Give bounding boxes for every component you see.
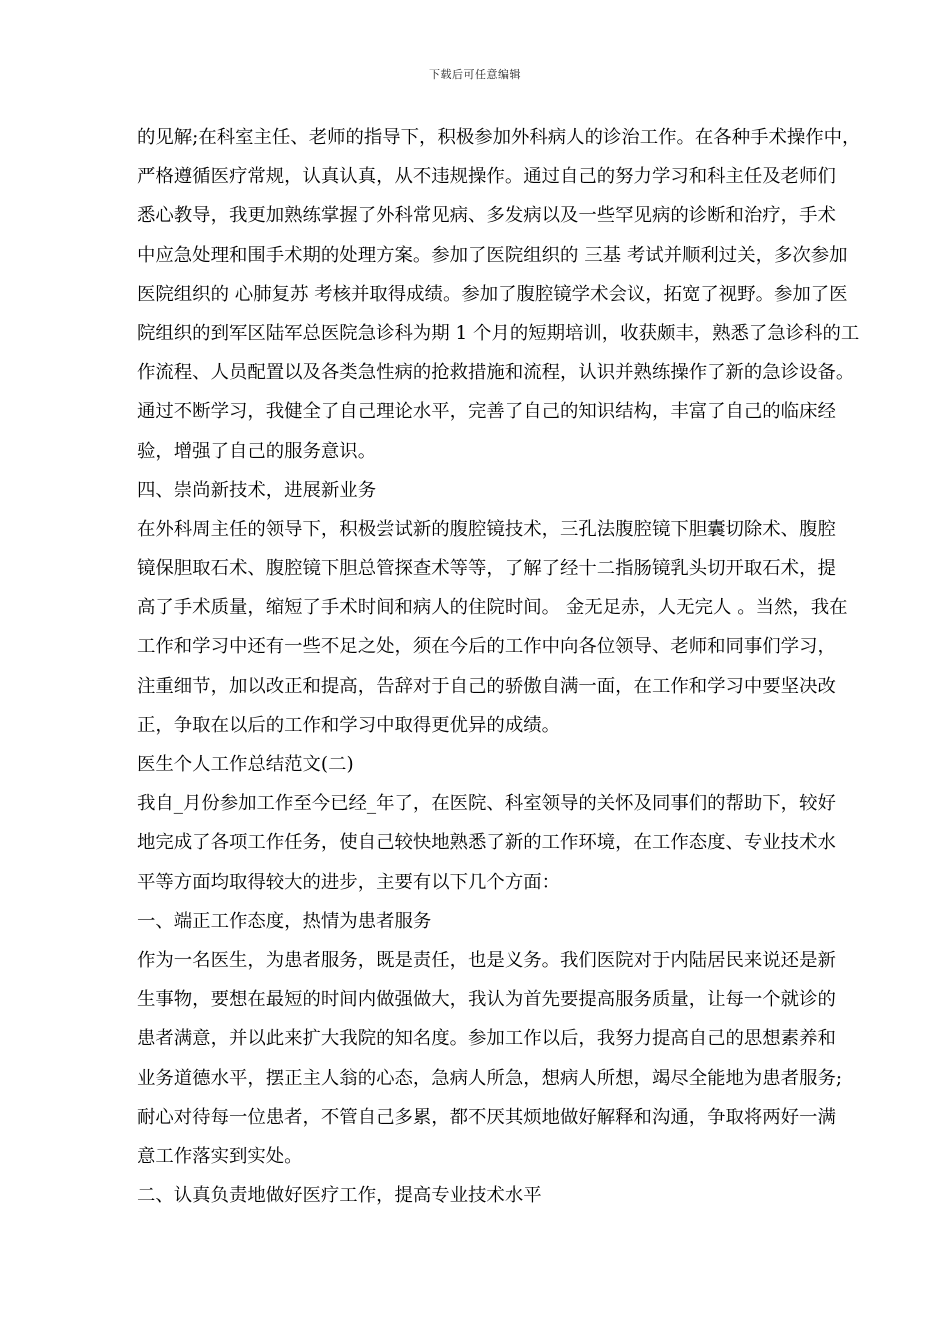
text-line: 医院组织的 心肺复苏 考核并取得成绩。参加了腹腔镜学术会议，拓宽了视野。参加了医 <box>137 283 848 305</box>
text-line: 作流程、人员配置以及各类急性病的抢救措施和流程，认识并熟练操作了新的急诊设备。 <box>137 362 855 384</box>
text-line: 作为一名医生，为患者服务，既是责任，也是义务。我们医院对于内陆居民来说还是新 <box>137 949 836 971</box>
document-subtitle: 医生个人工作总结范文(二) <box>137 754 354 775</box>
section-heading-4: 四、崇尚新技术，进展新业务 <box>137 479 377 501</box>
text-line: 患者满意，并以此来扩大我院的知名度。参加工作以后，我努力提高自己的思想素养和 <box>137 1028 836 1050</box>
text-line: 业务道德水平，摆正主人翁的心态，急病人所急，想病人所想，竭尽全能地为患者服务; <box>137 1067 843 1089</box>
text-line: 镜保胆取石术、腹腔镜下胆总管探查术等等，了解了经十二指肠镜乳头切开取石术，提 <box>137 558 836 580</box>
text-line: 高了手术质量，缩短了手术时间和病人的住院时间。 金无足赤，人无完人 。当然，我在 <box>137 597 848 619</box>
text-line: 平等方面均取得较大的进步，主要有以下几个方面： <box>137 871 560 893</box>
text-line: 地完成了各项工作任务，使自己较快地熟悉了新的工作环境，在工作态度、专业技术水 <box>137 832 836 854</box>
text-line: 耐心对待每一位患者，不管自己多累，都不厌其烦地做好解释和沟通，争取将两好一满 <box>137 1106 836 1128</box>
text-line: 注重细节，加以改正和提高，告辞对于自己的骄傲自满一面，在工作和学习中要坚决改 <box>137 675 836 697</box>
section-heading-2: 二、认真负责地做好医疗工作，提高专业技术水平 <box>137 1185 542 1207</box>
text-line: 的见解;在科室主任、老师的指导下，积极参加外科病人的诊治工作。在各种手术操作中， <box>137 127 861 148</box>
text-line: 验，增强了自己的服务意识。 <box>137 440 377 462</box>
body-text <box>137 118 887 1215</box>
text-line: 院组织的到军区陆军总医院急诊科为期 1 个月的短期培训，收获颇丰，熟悉了急诊科的工 <box>137 322 860 344</box>
text-line: 严格遵循医疗常规，认真认真，从不违规操作。通过自己的努力学习和科主任及老师们 <box>137 166 836 188</box>
text-line: 中应急处理和围手术期的处理方案。参加了医院组织的 三基 考试并顺利过关，多次参加 <box>137 244 848 266</box>
page-header: 下载后可任意编辑 <box>429 68 521 81</box>
text-line: 我自_月份参加工作至今已经_年了，在医院、科室领导的关怀及同事们的帮助下，较好 <box>137 793 836 815</box>
text-line: 工作和学习中还有一些不足之处，须在今后的工作中向各位领导、老师和同事们学习， <box>137 636 836 658</box>
text-line: 在外科周主任的领导下，积极尝试新的腹腔镜技术，三孔法腹腔镜下胆囊切除术、腹腔 <box>137 518 836 540</box>
text-line: 意工作落实到实处。 <box>137 1145 303 1167</box>
section-heading-1: 一、端正工作态度，热情为患者服务 <box>137 910 432 932</box>
text-line: 通过不断学习，我健全了自己理论水平，完善了自己的知识结构，丰富了自己的临床经 <box>137 401 836 423</box>
text-line: 正，争取在以后的工作和学习中取得更优异的成绩。 <box>137 714 560 736</box>
text-line: 生事物，要想在最短的时间内做强做大，我认为首先要提高服务质量，让每一个就诊的 <box>137 989 836 1011</box>
text-line: 悉心教导，我更加熟练掌握了外科常见病、多发病以及一些罕见病的诊断和治疗，手术 <box>137 205 836 227</box>
